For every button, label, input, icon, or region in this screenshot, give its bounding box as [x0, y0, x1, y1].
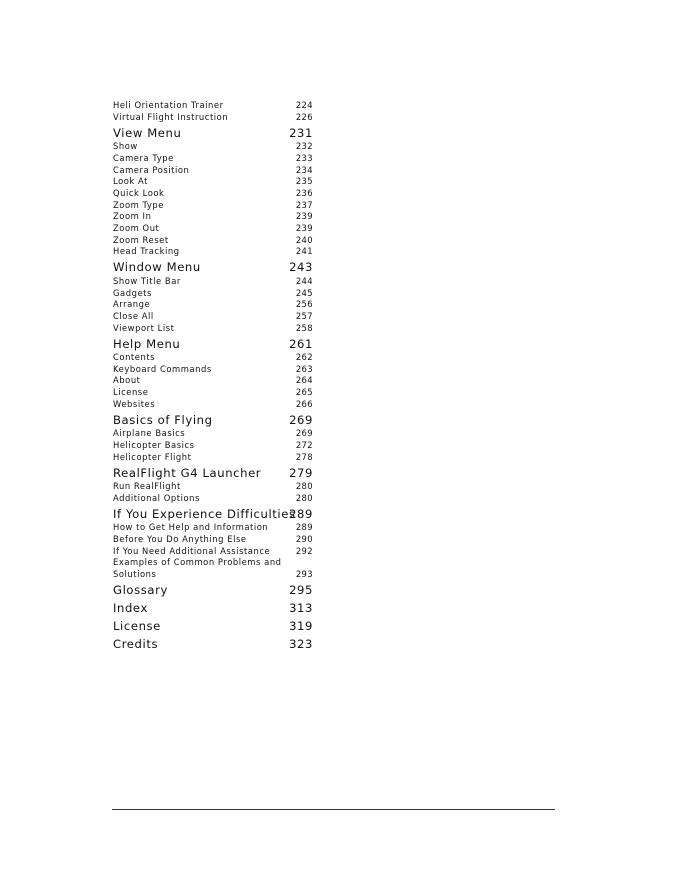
toc-entry[interactable] [113, 364, 313, 376]
toc-entry[interactable] [113, 352, 313, 364]
toc-section-title: Window Menu [113, 260, 201, 275]
toc-section-title: License [113, 618, 161, 633]
toc-entry-page: 280 [295, 481, 313, 492]
toc-entry-page: 239 [295, 222, 313, 233]
toc-entry-page: 233 [295, 152, 313, 163]
table-of-contents [113, 100, 313, 653]
toc-entry-page: 262 [295, 352, 313, 363]
toc-section-heading[interactable] [113, 465, 313, 482]
toc-entry-page: 257 [295, 310, 313, 321]
toc-section-title: Basics of Flying [113, 412, 213, 427]
toc-entry-page: 241 [295, 246, 313, 257]
toc-entry-label-line1: Examples of Common Problems and [113, 557, 282, 568]
toc-entry-label: Gadgets [113, 287, 152, 298]
toc-entry[interactable] [113, 428, 313, 440]
toc-entry-label: License [113, 387, 149, 398]
toc-entry[interactable] [113, 153, 313, 165]
toc-entry[interactable] [113, 452, 313, 464]
toc-section-page: 289 [289, 506, 313, 521]
toc-entry-label: Close All [113, 310, 154, 321]
toc-entry[interactable] [113, 200, 313, 212]
toc-section-page: 313 [289, 600, 313, 615]
toc-entry-page: 235 [295, 176, 313, 187]
toc-entry[interactable] [113, 534, 313, 546]
toc-section-heading[interactable] [113, 599, 313, 617]
toc-section-page: 243 [289, 260, 313, 275]
toc-entry[interactable] [113, 141, 313, 153]
toc-entry-label: Quick Look [113, 187, 165, 198]
toc-entry-page: 266 [295, 398, 313, 409]
toc-entry-label: Viewport List [113, 322, 175, 333]
toc-entry-page: 293 [295, 569, 313, 580]
toc-entry-label: Look At [113, 176, 148, 187]
toc-entry[interactable] [113, 299, 313, 311]
toc-section-title: Index [113, 600, 148, 615]
toc-entry-page: 264 [295, 375, 313, 386]
toc-entry-label: Contents [113, 352, 156, 363]
toc-entry[interactable] [113, 440, 313, 452]
toc-section-title: RealFlight G4 Launcher [113, 465, 262, 480]
toc-entry-page: 234 [295, 164, 313, 175]
toc-entry-label: Camera Position [113, 164, 190, 175]
toc-entry-label-line2: Solutions [113, 569, 157, 580]
toc-entry-page: 232 [295, 141, 313, 152]
toc-entry-page: 245 [295, 287, 313, 298]
toc-section-heading[interactable] [113, 617, 313, 635]
toc-entry[interactable] [113, 112, 313, 124]
toc-entry[interactable] [113, 288, 313, 300]
toc-section-page: 261 [289, 336, 313, 351]
toc-entry-label: Virtual Flight Instruction [113, 111, 229, 122]
toc-entry-label: About [113, 375, 141, 386]
toc-section-page: 323 [289, 636, 313, 651]
toc-section-page: 231 [289, 125, 313, 140]
toc-entry-label: Camera Type [113, 152, 174, 163]
toc-entry-label: Zoom Type [113, 199, 164, 210]
toc-entry-label: Airplane Basics [113, 428, 186, 439]
toc-entry-page: 239 [295, 211, 313, 222]
toc-entry-label: Heli Orientation Trainer [113, 100, 224, 110]
toc-entry[interactable] [113, 493, 313, 505]
toc-entry-page: 244 [295, 275, 313, 286]
toc-entry[interactable] [113, 311, 313, 323]
toc-entry-label: Before You Do Anything Else [113, 534, 247, 545]
toc-entry-page: 263 [295, 363, 313, 374]
toc-entry-page: 272 [295, 440, 313, 450]
toc-section-title: View Menu [113, 125, 182, 140]
toc-entry-page: 292 [295, 545, 313, 556]
toc-entry-label: Zoom Reset [113, 234, 169, 245]
toc-section-heading[interactable] [113, 412, 313, 429]
toc-entry[interactable] [113, 211, 313, 223]
toc-entry-page: 256 [295, 299, 313, 310]
toc-entry[interactable] [113, 188, 313, 200]
toc-section-heading[interactable] [113, 336, 313, 353]
toc-entry-label: How to Get Help and Information [113, 522, 269, 533]
toc-section-title: Help Menu [113, 336, 181, 351]
toc-entry-label: Run RealFlight [113, 481, 181, 492]
toc-entry-label: Head Tracking [113, 246, 180, 257]
toc-entry[interactable] [113, 165, 313, 177]
toc-entry-page: 236 [295, 187, 313, 198]
toc-entry-page: 278 [295, 451, 313, 462]
toc-entry[interactable] [113, 276, 313, 288]
toc-section-page: 319 [289, 618, 313, 633]
toc-entry-page: 226 [295, 111, 313, 122]
toc-entry-label: Keyboard Commands [113, 363, 212, 374]
toc-entry-page: 224 [295, 100, 313, 110]
toc-entry[interactable] [113, 481, 313, 493]
toc-entry-label: Show [113, 141, 138, 152]
toc-entry-label: If You Need Additional Assistance [113, 545, 271, 556]
toc-entry[interactable] [113, 399, 313, 411]
toc-section-title: Glossary [113, 582, 168, 597]
toc-section-heading[interactable] [113, 635, 313, 653]
toc-entry-page: 269 [295, 428, 313, 439]
toc-entry-page: 280 [295, 492, 313, 503]
toc-entry-label: Additional Options [113, 492, 200, 503]
toc-entry[interactable] [113, 375, 313, 387]
toc-section-page: 295 [289, 582, 313, 597]
toc-section-heading[interactable] [113, 125, 313, 142]
toc-entry-page: 265 [295, 387, 313, 398]
toc-entry[interactable] [113, 176, 313, 188]
toc-entry[interactable] [113, 323, 313, 335]
toc-entry[interactable] [113, 100, 313, 112]
toc-entry-page: 240 [295, 234, 313, 245]
toc-entry[interactable] [113, 387, 313, 399]
toc-entry-label: Zoom Out [113, 222, 160, 233]
toc-entry[interactable] [113, 522, 313, 534]
toc-entry-page: 237 [295, 199, 313, 210]
toc-section-heading[interactable] [113, 506, 313, 523]
toc-entry-page: 289 [295, 522, 313, 533]
toc-entry[interactable] [113, 235, 313, 247]
toc-section-title: Credits [113, 636, 159, 651]
toc-entry-label: Arrange [113, 299, 151, 310]
toc-section-page: 269 [289, 412, 313, 427]
footer-divider [112, 809, 555, 810]
toc-section-page: 279 [289, 465, 313, 480]
toc-section-title: If You Experience Difficulties [113, 506, 296, 521]
toc-entry-page: 290 [295, 534, 313, 545]
toc-entry-label: Helicopter Flight [113, 451, 192, 462]
toc-entry-label: Websites [113, 398, 156, 409]
toc-entry[interactable] [113, 246, 313, 258]
toc-section-heading[interactable] [113, 581, 313, 599]
toc-entry[interactable] [113, 546, 313, 558]
toc-entry-label: Show Title Bar [113, 275, 181, 286]
toc-entry-label: Helicopter Basics [113, 440, 195, 450]
toc-entry[interactable] [113, 557, 313, 580]
toc-entry-page: 258 [295, 322, 313, 333]
toc-entry-label: Zoom In [113, 211, 152, 222]
toc-section-heading[interactable] [113, 259, 313, 276]
toc-entry[interactable] [113, 223, 313, 235]
